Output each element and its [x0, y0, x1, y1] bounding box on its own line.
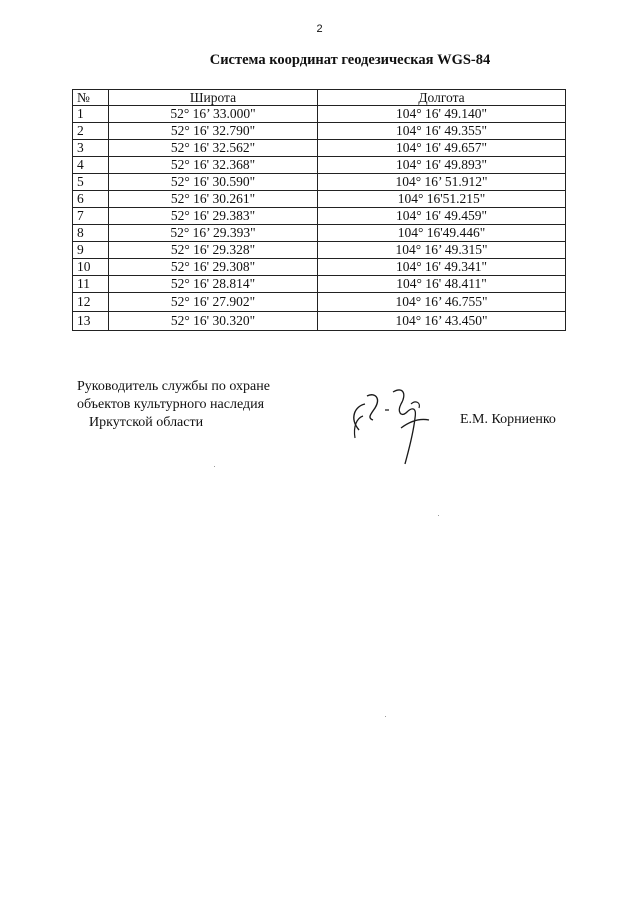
document-title: Система координат геодезическая WGS-84 [209, 52, 491, 68]
position-line-2: объектов культурного наследия [77, 397, 265, 412]
table-row [73, 259, 566, 276]
signer-name: Е.М. Корниенко [460, 412, 556, 427]
latitude-cell: 52° 16' 29.383" [109, 208, 318, 225]
point-number: 11 [73, 276, 109, 293]
table-row [73, 106, 566, 123]
longitude-cell: 104° 16’ 46.755" [318, 293, 566, 312]
point-number: 5 [73, 174, 109, 191]
table-row [73, 276, 566, 293]
point-number: 12 [73, 293, 109, 312]
longitude-cell: 104° 16'49.446" [318, 225, 566, 242]
point-number: 3 [73, 140, 109, 157]
point-number: 8 [73, 225, 109, 242]
longitude-cell: 104° 16' 49.459" [318, 208, 566, 225]
table-row [73, 225, 566, 242]
position-line-3: Иркутской области [89, 415, 204, 430]
latitude-cell: 52° 16' 29.308" [109, 259, 318, 276]
table-row [73, 293, 566, 312]
coordinates-table-body [73, 106, 566, 331]
longitude-cell: 104° 16' 49.341" [318, 259, 566, 276]
longitude-cell: 104° 16’ 43.450" [318, 312, 566, 331]
point-number: 1 [73, 106, 109, 123]
header-latitude: Широта [109, 90, 318, 106]
longitude-cell: 104° 16’ 51.912" [318, 174, 566, 191]
point-number: 7 [73, 208, 109, 225]
longitude-cell: 104° 16' 48.411" [318, 276, 566, 293]
latitude-cell: 52° 16' 27.902" [109, 293, 318, 312]
latitude-cell: 52° 16' 30.590" [109, 174, 318, 191]
point-number: 2 [73, 123, 109, 140]
point-number: 4 [73, 157, 109, 174]
handwritten-signature [345, 378, 445, 468]
header-longitude: Долгота [318, 90, 566, 106]
table-row [73, 123, 566, 140]
table-row [73, 191, 566, 208]
latitude-cell: 52° 16' 32.368" [109, 157, 318, 174]
point-number: 9 [73, 242, 109, 259]
table-row [73, 157, 566, 174]
coordinates-table [72, 89, 566, 331]
table-row [73, 140, 566, 157]
latitude-cell: 52° 16' 30.320" [109, 312, 318, 331]
latitude-cell: 52° 16' 32.562" [109, 140, 318, 157]
latitude-cell: 52° 16' 32.790" [109, 123, 318, 140]
table-header-row [73, 90, 566, 106]
longitude-cell: 104° 16'51.215" [318, 191, 566, 208]
longitude-cell: 104° 16’ 49.315" [318, 242, 566, 259]
latitude-cell: 52° 16’ 33.000" [109, 106, 318, 123]
latitude-cell: 52° 16' 29.328" [109, 242, 318, 259]
point-number: 13 [73, 312, 109, 331]
scan-speck [385, 716, 386, 717]
table-row [73, 208, 566, 225]
table-row [73, 242, 566, 259]
header-number: № [73, 90, 109, 106]
latitude-cell: 52° 16' 30.261" [109, 191, 318, 208]
signature-block [77, 378, 270, 432]
latitude-cell: 52° 16’ 29.393" [109, 225, 318, 242]
longitude-cell: 104° 16' 49.355" [318, 123, 566, 140]
position-line-1: Руководитель службы по охране [77, 379, 270, 394]
longitude-cell: 104° 16' 49.893" [318, 157, 566, 174]
longitude-cell: 104° 16' 49.140" [318, 106, 566, 123]
longitude-cell: 104° 16' 49.657" [318, 140, 566, 157]
latitude-cell: 52° 16' 28.814" [109, 276, 318, 293]
table-row [73, 174, 566, 191]
page-number: 2 [316, 23, 323, 35]
point-number: 6 [73, 191, 109, 208]
scan-speck [214, 466, 215, 467]
table-row [73, 312, 566, 331]
scan-speck [438, 515, 439, 516]
point-number: 10 [73, 259, 109, 276]
